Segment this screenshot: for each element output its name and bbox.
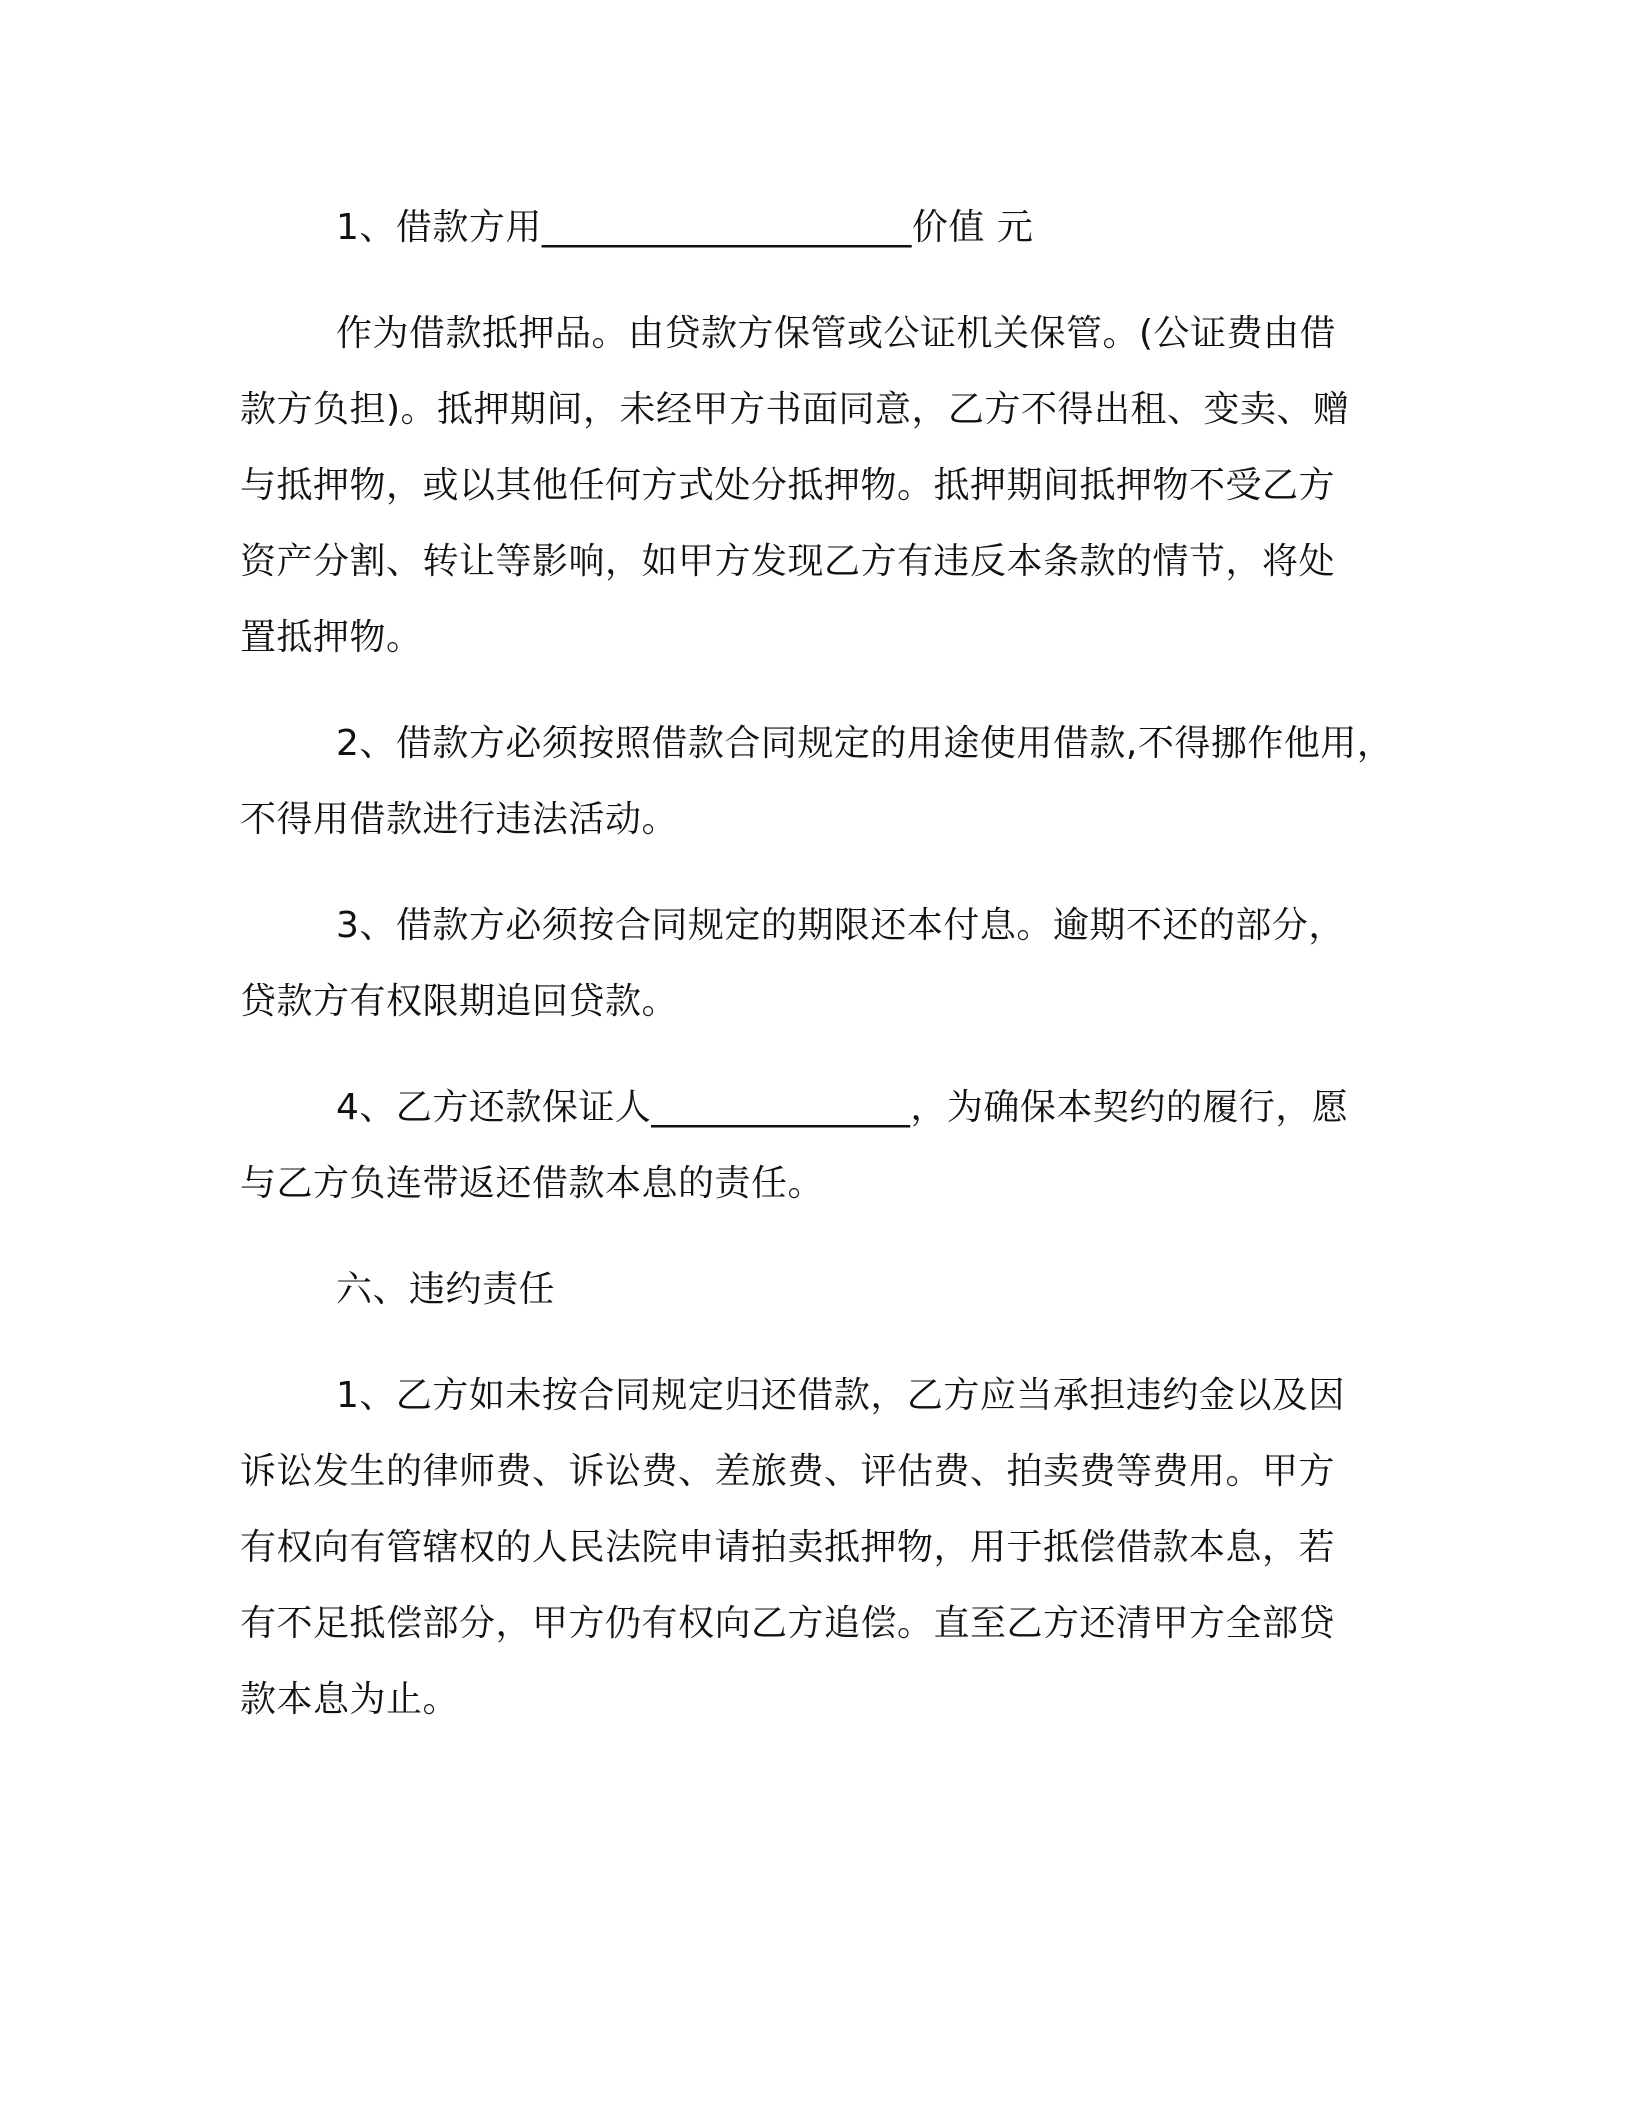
text-line: 贷款方有权限期追回贷款。 [240,981,679,1022]
text-line: 有权向有管辖权的人民法院申请拍卖抵押物，用于抵偿借款本息，若 [240,1527,1336,1568]
text-line: 款方负担)。抵押期间，未经甲方书面同意，乙方不得出租、变卖、赠 [240,389,1350,430]
paragraph-gap [240,858,1390,888]
text-line: 款本息为止。 [240,1679,460,1720]
text-line: 2、借款方必须按照借款合同规定的用途使用借款,不得挪作他用， [336,723,1394,764]
section-heading-breach-liability [240,1252,1390,1328]
paragraph-gap [240,266,1390,296]
text-line: 不得用借款进行违法活动。 [240,799,679,840]
text-line: 与乙方负连带返还借款本息的责任。 [240,1163,825,1204]
text-line: 作为借款抵押品。由贷款方保管或公证机关保管。(公证费由借 [336,313,1337,354]
paragraph-breach-consequences [240,1358,1390,1738]
section-heading: 六、违约责任 [336,1269,556,1310]
text-line: 3、借款方必须按合同规定的期限还本付息。逾期不还的部分， [336,905,1345,946]
paragraph-repayment-term [240,888,1390,1040]
paragraph-gap [240,676,1390,706]
text-line: 1、乙方如未按合同规定归还借款，乙方应当承担违约金以及因 [336,1375,1345,1416]
paragraph-collateral-item [240,190,1390,266]
text-line: 有不足抵偿部分，甲方仍有权向乙方追偿。直至乙方还清甲方全部贷 [240,1603,1336,1644]
paragraph-collateral-custody [240,296,1390,676]
text-line: 诉讼发生的律师费、诉讼费、差旅费、评估费、拍卖费等费用。甲方 [240,1451,1336,1492]
paragraph-gap [240,1222,1390,1252]
paragraph-gap [240,1040,1390,1070]
paragraph-guarantor [240,1070,1390,1222]
paragraph-loan-usage [240,706,1394,858]
text-line: 1、借款方用____________________价值 元 [336,207,1034,248]
text-line: 资产分割、转让等影响，如甲方发现乙方有违反本条款的情节，将处 [240,541,1336,582]
text-line: 置抵押物。 [240,617,423,658]
paragraph-gap [240,1328,1390,1358]
text-line: 与抵押物，或以其他任何方式处分抵押物。抵押期间抵押物不受乙方 [240,465,1336,506]
document-body [240,190,1394,1738]
text-line: 4、乙方还款保证人______________，为确保本契约的履行，愿 [336,1087,1349,1128]
